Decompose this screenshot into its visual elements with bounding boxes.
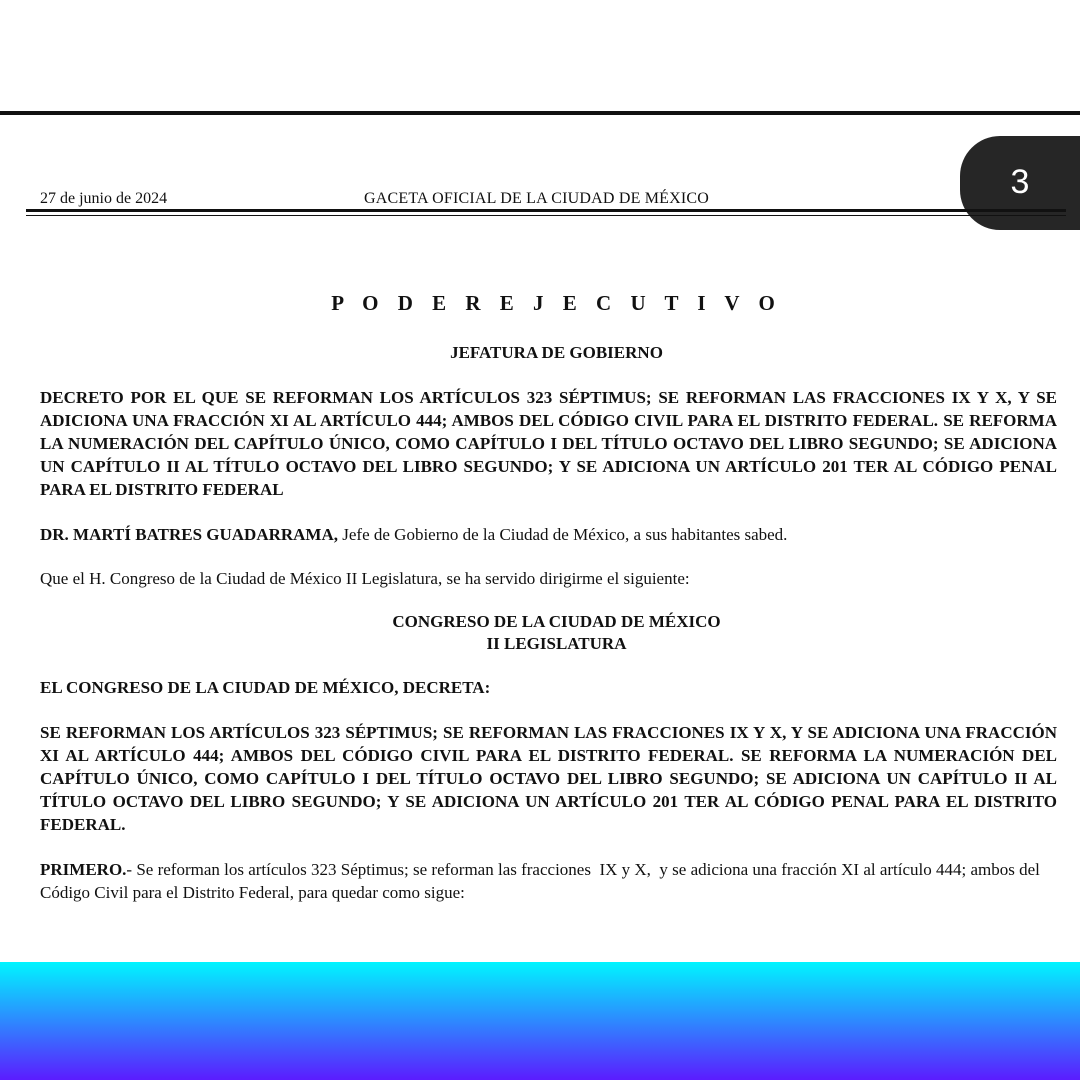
decree-subject: SE REFORMAN LOS ARTÍCULOS 323 SÉPTIMUS; SE REFORMAN LAS FRACCIONES IX Y X, Y SE ADICIONA UNA FRACCIÓN XI AL ARTÍCULO 444; AMBOS DEL CÓDIGO CIVIL PARA EL DISTRITO FEDERAL. SE REFORMA LA NUMERACIÓN DEL CAPÍTULO ÚNICO, COMO CAPÍTULO I DEL TÍTULO OCTAVO DEL LIBRO SEGUNDO; SE ADICIONA UN CAPÍTULO II AL TÍTULO OCTAVO DEL LIBRO SEGUNDO; Y SE ADICIONA UN ARTÍCULO 201 TER AL CÓDIGO PENAL PARA EL DISTRITO FEDERAL.: [40, 723, 1057, 834]
intro-paragraph: Que el H. Congreso de la Ciudad de México II Legislatura, se ha servido dirigirme el siguiente:: [40, 569, 690, 588]
header-date: 27 de junio de 2024: [40, 190, 168, 207]
legislature: II LEGISLATURA: [486, 634, 627, 653]
primero-text: - Se reforman los artículos 323 Séptimus; se reforman las fracciones IX y X, y se adiciona una fracción XI al artículo 444; ambos del Código Civil para el Distrito Federal, para quedar como sigue:: [40, 860, 1045, 902]
decreta-line: EL CONGRESO DE LA CIUDAD DE MÉXICO, DECRETA:: [40, 678, 491, 697]
author-paragraph: [40, 523, 1057, 546]
author-name: DR. MARTÍ BATRES GUADARRAMA,: [40, 525, 339, 544]
header-divider-thin: [26, 215, 1066, 216]
decree-title: DECRETO POR EL QUE SE REFORMAN LOS ARTÍCULOS 323 SÉPTIMUS; SE REFORMAN LAS FRACCIONES IX Y X, Y SE ADICIONA UNA FRACCIÓN XI AL ARTÍCULO 444; AMBOS DEL CÓDIGO CIVIL PARA EL DISTRITO FEDERAL. SE REFORMA LA NUMERACIÓN DEL CAPÍTULO ÚNICO, COMO CAPÍTULO I DEL TÍTULO OCTAVO DEL LIBRO SEGUNDO; SE ADICIONA UN CAPÍTULO II AL TÍTULO OCTAVO DEL LIBRO SEGUNDO; Y SE ADICIONA UN ARTÍCULO 201 TER AL CÓDIGO PENAL PARA EL DISTRITO FEDERAL: [40, 388, 1057, 499]
section-heading: P O D E R E J E C U T I V O: [331, 291, 782, 315]
top-divider: [0, 111, 1080, 115]
congress-heading: [40, 611, 1057, 655]
congress-name: CONGRESO DE LA CIUDAD DE MÉXICO: [392, 612, 721, 631]
primero-label: PRIMERO.: [40, 860, 127, 879]
document-body: [40, 288, 1057, 904]
header-divider-thick: [26, 209, 1066, 212]
article-primero: [40, 858, 1057, 904]
page-number: 3: [1010, 163, 1030, 201]
author-text: Jefe de Gobierno de la Ciudad de México, a sus habitantes sabed.: [338, 525, 788, 544]
bottom-gradient-band: [0, 962, 1080, 1080]
office-heading: JEFATURA DE GOBIERNO: [450, 343, 663, 362]
header-title: GACETA OFICIAL DE LA CIUDAD DE MÉXICO: [364, 190, 710, 207]
